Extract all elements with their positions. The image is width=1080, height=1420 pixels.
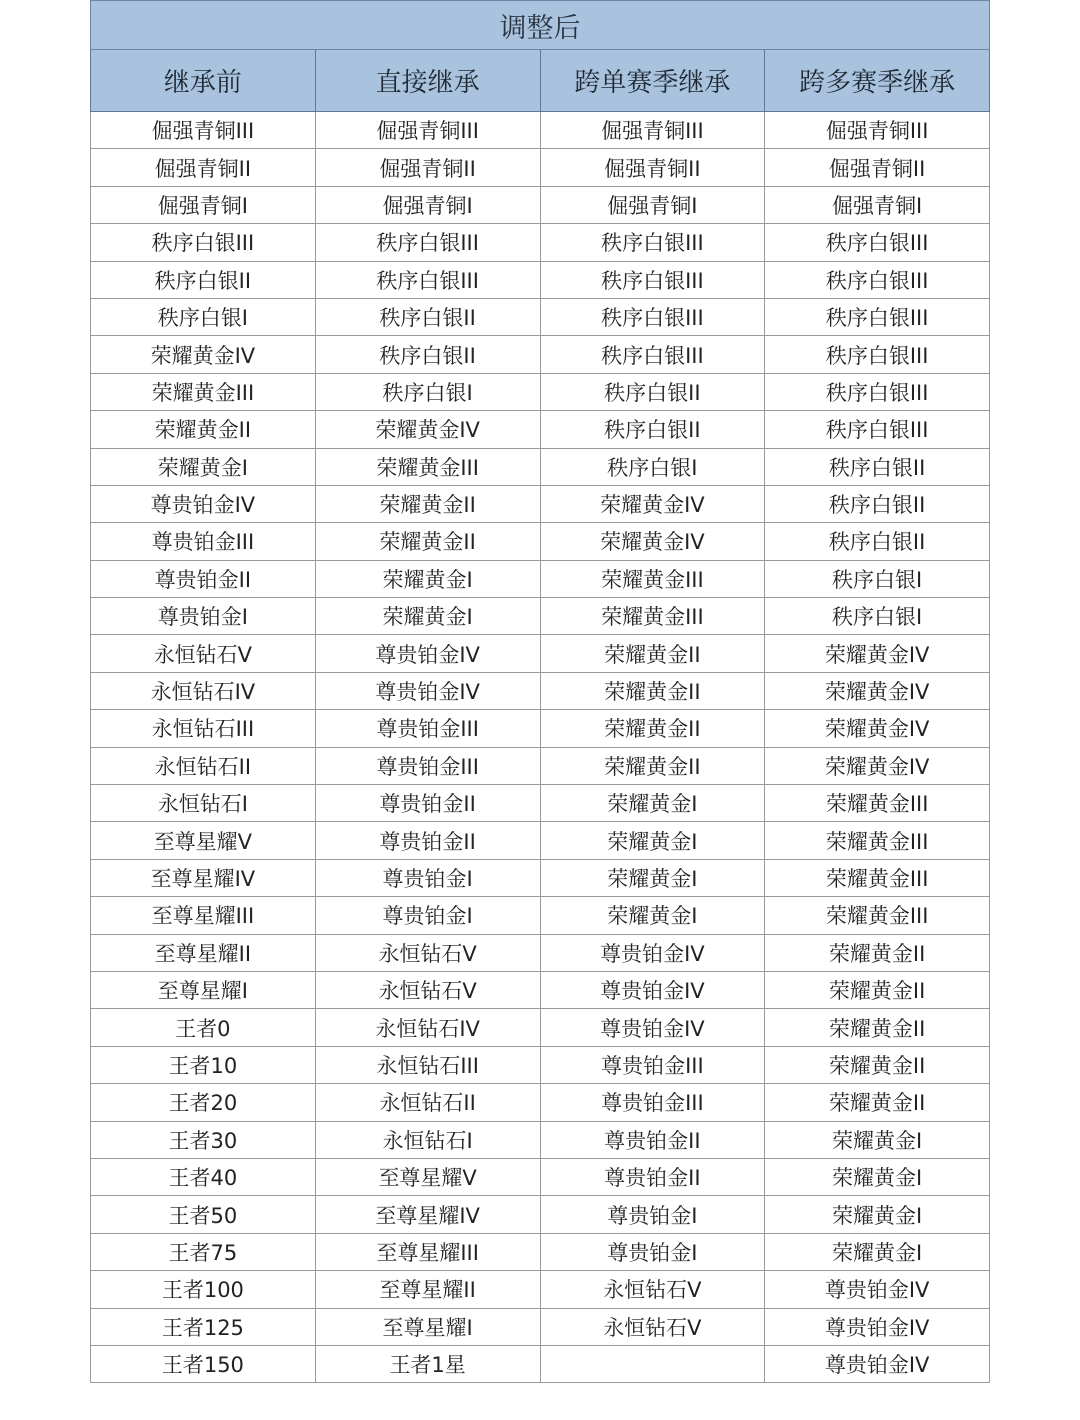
cell-single-season: 秩序白银II <box>540 411 765 448</box>
cell-multi-season: 荣耀黄金II <box>765 1084 990 1121</box>
table-header-row <box>91 50 990 112</box>
cell-multi-season: 荣耀黄金IV <box>765 635 990 672</box>
cell-multi-season: 秩序白银III <box>765 411 990 448</box>
cell-single-season: 尊贵铂金II <box>540 1158 765 1195</box>
table-row <box>91 149 990 186</box>
cell-before: 王者10 <box>91 1046 316 1083</box>
cell-before: 王者30 <box>91 1121 316 1158</box>
table-row <box>91 672 990 709</box>
cell-direct: 永恒钻石V <box>315 934 540 971</box>
cell-direct: 倔强青铜II <box>315 149 540 186</box>
cell-direct: 尊贵铂金II <box>315 785 540 822</box>
table-row <box>91 1271 990 1308</box>
cell-before: 秩序白银II <box>91 261 316 298</box>
cell-direct: 秩序白银III <box>315 261 540 298</box>
cell-single-season: 永恒钻石V <box>540 1308 765 1345</box>
cell-direct: 荣耀黄金II <box>315 523 540 560</box>
cell-direct: 荣耀黄金I <box>315 598 540 635</box>
cell-single-season: 荣耀黄金II <box>540 747 765 784</box>
cell-single-season <box>540 1345 765 1382</box>
table-row <box>91 785 990 822</box>
cell-multi-season: 尊贵铂金IV <box>765 1345 990 1382</box>
table-row <box>91 971 990 1008</box>
cell-multi-season: 倔强青铜III <box>765 112 990 149</box>
cell-direct: 至尊星耀IV <box>315 1196 540 1233</box>
cell-multi-season: 荣耀黄金II <box>765 1046 990 1083</box>
cell-single-season: 尊贵铂金I <box>540 1233 765 1270</box>
cell-direct: 永恒钻石IV <box>315 1009 540 1046</box>
cell-single-season: 尊贵铂金III <box>540 1084 765 1121</box>
cell-single-season: 尊贵铂金IV <box>540 1009 765 1046</box>
rank-inheritance-table-container <box>90 0 989 1383</box>
table-row <box>91 635 990 672</box>
cell-single-season: 倔强青铜II <box>540 149 765 186</box>
cell-direct: 秩序白银III <box>315 224 540 261</box>
cell-single-season: 永恒钻石V <box>540 1271 765 1308</box>
cell-multi-season: 秩序白银I <box>765 560 990 597</box>
cell-multi-season: 秩序白银III <box>765 336 990 373</box>
cell-single-season: 荣耀黄金II <box>540 635 765 672</box>
table-row <box>91 523 990 560</box>
cell-multi-season: 荣耀黄金IV <box>765 672 990 709</box>
cell-single-season: 秩序白银III <box>540 336 765 373</box>
header-single-season-inheritance: 跨单赛季继承 <box>540 50 765 112</box>
cell-multi-season: 荣耀黄金III <box>765 859 990 896</box>
cell-single-season: 荣耀黄金III <box>540 598 765 635</box>
table-row <box>91 747 990 784</box>
table-title-row <box>91 1 990 50</box>
cell-single-season: 尊贵铂金II <box>540 1121 765 1158</box>
cell-multi-season: 秩序白银III <box>765 373 990 410</box>
cell-direct: 永恒钻石III <box>315 1046 540 1083</box>
cell-single-season: 尊贵铂金III <box>540 1046 765 1083</box>
table-row <box>91 822 990 859</box>
cell-before: 王者100 <box>91 1271 316 1308</box>
cell-single-season: 荣耀黄金I <box>540 822 765 859</box>
cell-single-season: 荣耀黄金I <box>540 785 765 822</box>
cell-before: 秩序白银III <box>91 224 316 261</box>
cell-single-season: 秩序白银III <box>540 224 765 261</box>
cell-before: 永恒钻石II <box>91 747 316 784</box>
table-row <box>91 448 990 485</box>
table-row <box>91 1158 990 1195</box>
cell-multi-season: 荣耀黄金III <box>765 785 990 822</box>
cell-before: 王者0 <box>91 1009 316 1046</box>
cell-before: 荣耀黄金IV <box>91 336 316 373</box>
cell-direct: 倔强青铜I <box>315 186 540 223</box>
table-row <box>91 1233 990 1270</box>
table-row <box>91 598 990 635</box>
cell-single-season: 尊贵铂金IV <box>540 934 765 971</box>
cell-single-season: 荣耀黄金III <box>540 560 765 597</box>
cell-direct: 至尊星耀II <box>315 1271 540 1308</box>
cell-multi-season: 倔强青铜I <box>765 186 990 223</box>
cell-before: 至尊星耀II <box>91 934 316 971</box>
cell-direct: 至尊星耀V <box>315 1158 540 1195</box>
cell-before: 王者150 <box>91 1345 316 1382</box>
cell-multi-season: 荣耀黄金I <box>765 1233 990 1270</box>
table-row <box>91 1084 990 1121</box>
cell-before: 永恒钻石IV <box>91 672 316 709</box>
cell-before: 荣耀黄金II <box>91 411 316 448</box>
cell-direct: 至尊星耀III <box>315 1233 540 1270</box>
cell-direct: 尊贵铂金II <box>315 822 540 859</box>
cell-direct: 荣耀黄金I <box>315 560 540 597</box>
cell-before: 尊贵铂金IV <box>91 485 316 522</box>
cell-before: 至尊星耀IV <box>91 859 316 896</box>
table-row <box>91 373 990 410</box>
cell-before: 永恒钻石III <box>91 710 316 747</box>
table-row <box>91 224 990 261</box>
table-row <box>91 186 990 223</box>
cell-single-season: 秩序白银III <box>540 261 765 298</box>
header-before-inheritance: 继承前 <box>91 50 316 112</box>
cell-direct: 至尊星耀I <box>315 1308 540 1345</box>
cell-single-season: 倔强青铜III <box>540 112 765 149</box>
table-row <box>91 112 990 149</box>
table-row <box>91 859 990 896</box>
cell-multi-season: 荣耀黄金III <box>765 822 990 859</box>
cell-multi-season: 秩序白银III <box>765 298 990 335</box>
cell-before: 荣耀黄金I <box>91 448 316 485</box>
table-row <box>91 1345 990 1382</box>
cell-direct: 王者1星 <box>315 1345 540 1382</box>
table-row <box>91 1308 990 1345</box>
cell-before: 永恒钻石V <box>91 635 316 672</box>
cell-before: 秩序白银I <box>91 298 316 335</box>
cell-before: 至尊星耀V <box>91 822 316 859</box>
cell-multi-season: 荣耀黄金II <box>765 971 990 1008</box>
cell-single-season: 荣耀黄金I <box>540 859 765 896</box>
cell-direct: 荣耀黄金IV <box>315 411 540 448</box>
cell-single-season: 荣耀黄金IV <box>540 485 765 522</box>
cell-before: 尊贵铂金I <box>91 598 316 635</box>
cell-before: 至尊星耀I <box>91 971 316 1008</box>
cell-multi-season: 倔强青铜II <box>765 149 990 186</box>
table-row <box>91 1121 990 1158</box>
table-row <box>91 560 990 597</box>
cell-direct: 倔强青铜III <box>315 112 540 149</box>
cell-before: 至尊星耀III <box>91 897 316 934</box>
cell-single-season: 荣耀黄金II <box>540 672 765 709</box>
header-direct-inheritance: 直接继承 <box>315 50 540 112</box>
cell-direct: 永恒钻石I <box>315 1121 540 1158</box>
cell-before: 倔强青铜III <box>91 112 316 149</box>
cell-multi-season: 秩序白银III <box>765 224 990 261</box>
cell-multi-season: 荣耀黄金I <box>765 1196 990 1233</box>
cell-multi-season: 荣耀黄金I <box>765 1121 990 1158</box>
table-body <box>91 112 990 1383</box>
table-row <box>91 897 990 934</box>
cell-direct: 永恒钻石II <box>315 1084 540 1121</box>
cell-multi-season: 秩序白银II <box>765 523 990 560</box>
cell-single-season: 荣耀黄金IV <box>540 523 765 560</box>
cell-direct: 荣耀黄金II <box>315 485 540 522</box>
cell-multi-season: 荣耀黄金II <box>765 1009 990 1046</box>
cell-single-season: 倔强青铜I <box>540 186 765 223</box>
cell-before: 王者75 <box>91 1233 316 1270</box>
cell-multi-season: 荣耀黄金I <box>765 1158 990 1195</box>
cell-single-season: 荣耀黄金II <box>540 710 765 747</box>
header-multi-season-inheritance: 跨多赛季继承 <box>765 50 990 112</box>
cell-before: 荣耀黄金III <box>91 373 316 410</box>
table-row <box>91 1009 990 1046</box>
cell-multi-season: 秩序白银I <box>765 598 990 635</box>
cell-direct: 尊贵铂金IV <box>315 635 540 672</box>
table-row <box>91 934 990 971</box>
cell-direct: 尊贵铂金I <box>315 897 540 934</box>
table-row <box>91 298 990 335</box>
table-row <box>91 411 990 448</box>
cell-before: 倔强青铜II <box>91 149 316 186</box>
cell-multi-season: 秩序白银II <box>765 448 990 485</box>
cell-multi-season: 荣耀黄金II <box>765 934 990 971</box>
cell-single-season: 尊贵铂金I <box>540 1196 765 1233</box>
cell-single-season: 秩序白银III <box>540 298 765 335</box>
cell-single-season: 秩序白银I <box>540 448 765 485</box>
cell-before: 永恒钻石I <box>91 785 316 822</box>
cell-direct: 尊贵铂金III <box>315 710 540 747</box>
cell-single-season: 荣耀黄金I <box>540 897 765 934</box>
cell-multi-season: 尊贵铂金IV <box>765 1271 990 1308</box>
table-row <box>91 1196 990 1233</box>
cell-multi-season: 秩序白银III <box>765 261 990 298</box>
cell-direct: 尊贵铂金III <box>315 747 540 784</box>
cell-before: 王者50 <box>91 1196 316 1233</box>
table-row <box>91 336 990 373</box>
table-title: 调整后 <box>91 1 990 50</box>
cell-direct: 尊贵铂金IV <box>315 672 540 709</box>
cell-direct: 荣耀黄金III <box>315 448 540 485</box>
cell-direct: 秩序白银I <box>315 373 540 410</box>
cell-multi-season: 秩序白银II <box>765 485 990 522</box>
cell-before: 倔强青铜I <box>91 186 316 223</box>
cell-before: 王者20 <box>91 1084 316 1121</box>
cell-multi-season: 荣耀黄金III <box>765 897 990 934</box>
cell-multi-season: 荣耀黄金IV <box>765 710 990 747</box>
cell-before: 王者40 <box>91 1158 316 1195</box>
cell-before: 尊贵铂金II <box>91 560 316 597</box>
cell-direct: 秩序白银II <box>315 298 540 335</box>
table-row <box>91 261 990 298</box>
cell-single-season: 秩序白银II <box>540 373 765 410</box>
cell-multi-season: 尊贵铂金IV <box>765 1308 990 1345</box>
cell-multi-season: 荣耀黄金IV <box>765 747 990 784</box>
rank-inheritance-table <box>90 0 990 1383</box>
cell-direct: 秩序白银II <box>315 336 540 373</box>
cell-direct: 尊贵铂金I <box>315 859 540 896</box>
cell-before: 尊贵铂金III <box>91 523 316 560</box>
table-row <box>91 1046 990 1083</box>
table-row <box>91 710 990 747</box>
table-row <box>91 485 990 522</box>
cell-before: 王者125 <box>91 1308 316 1345</box>
cell-direct: 永恒钻石V <box>315 971 540 1008</box>
cell-single-season: 尊贵铂金IV <box>540 971 765 1008</box>
